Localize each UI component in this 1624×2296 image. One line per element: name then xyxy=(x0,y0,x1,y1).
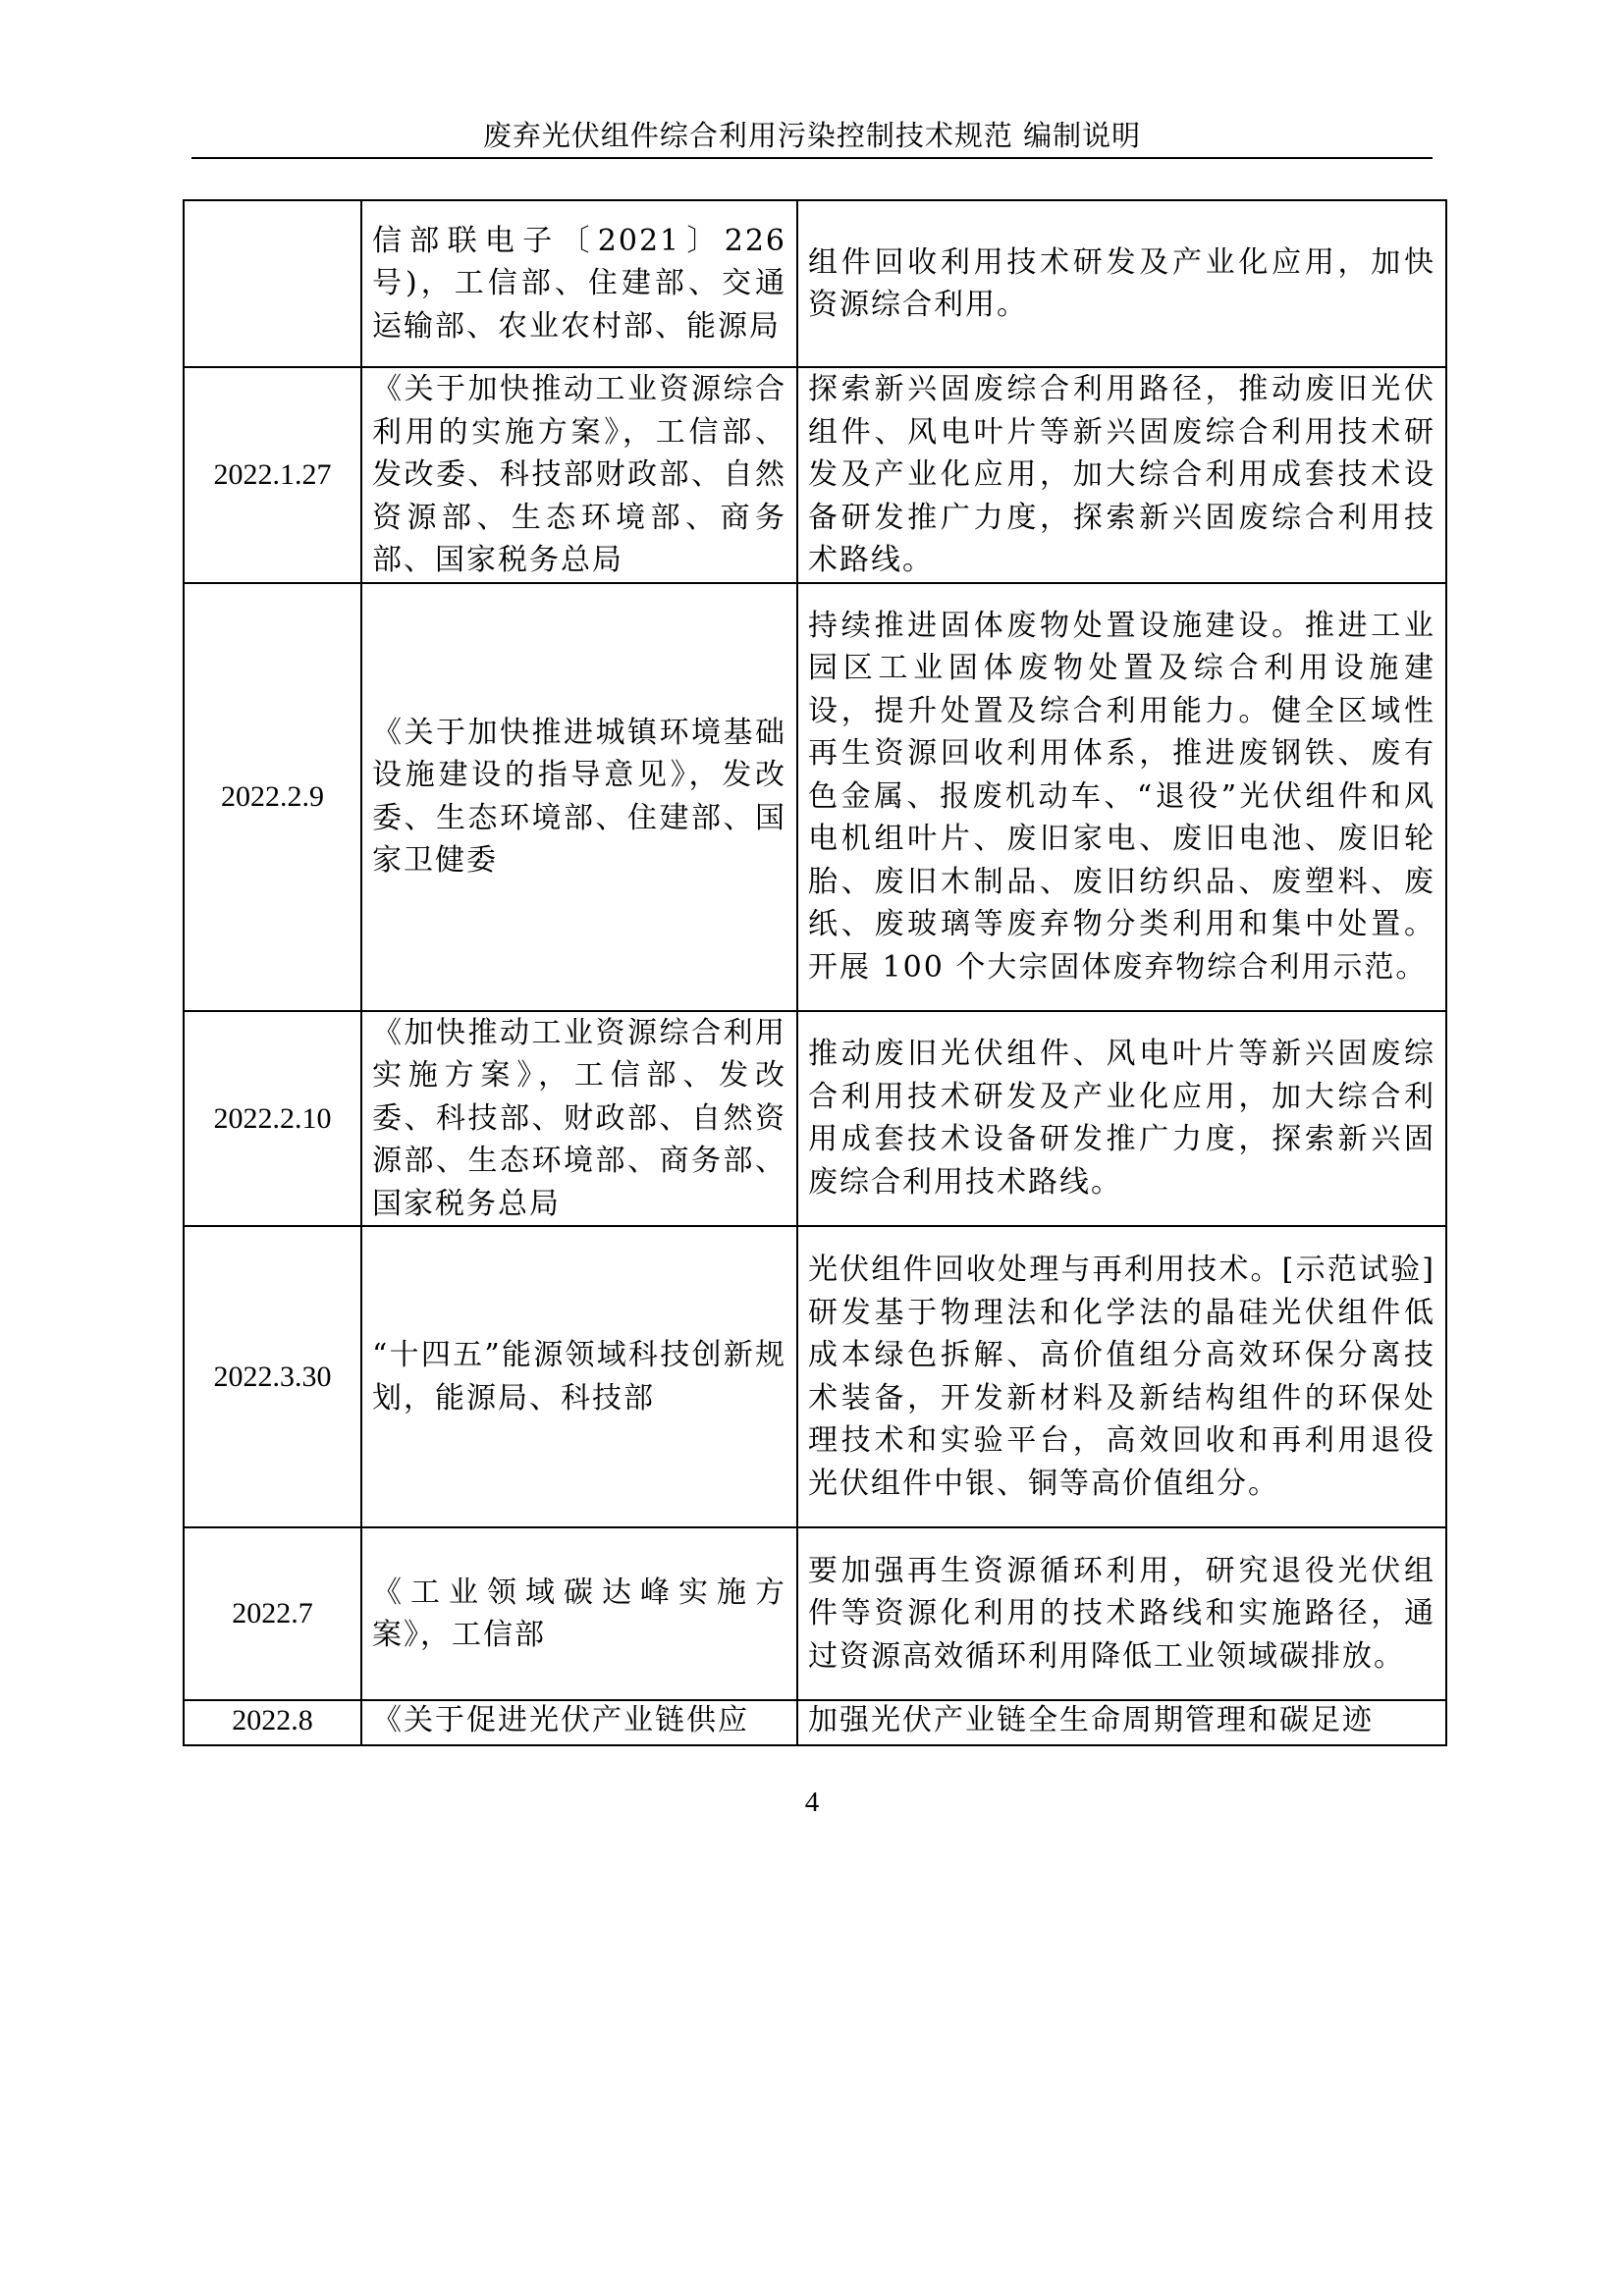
date-cell: 2022.3.30 xyxy=(184,1226,361,1527)
table-row xyxy=(184,1700,1446,1745)
page-number: 4 xyxy=(804,1787,820,1818)
date-cell: 2022.7 xyxy=(184,1527,361,1700)
table-row xyxy=(184,1527,1446,1700)
content-cell: 要加强再生资源循环利用，研究退役光伏组件等资源化利用的技术路线和实施路径，通过资源高效循环利用降低工业领域碳排放。 xyxy=(797,1527,1446,1700)
table-row xyxy=(184,583,1446,1011)
table-row xyxy=(184,1011,1446,1227)
date-cell: 2022.1.27 xyxy=(184,367,361,583)
document-cell: 《关于加快推进城镇环境基础设施建设的指导意见》，发改委、生态环境部、住建部、国家卫健委 xyxy=(361,583,797,1011)
table-row xyxy=(184,1226,1446,1527)
document-cell: 《加快推动工业资源综合利用实施方案》，工信部、发改委、科技部、财政部、自然资源部、生态环境部、商务部、国家税务总局 xyxy=(361,1011,797,1227)
content-cell: 探索新兴固废综合利用路径，推动废旧光伏组件、风电叶片等新兴固废综合利用技术研发及产业化应用，加大综合利用成套技术设备研发推广力度，探索新兴固废综合利用技术路线。 xyxy=(797,367,1446,583)
running-header: 废弃光伏组件综合利用污染控制技术规范 编制说明 xyxy=(482,119,1142,152)
content-cell: 组件回收利用技术研发及产业化应用，加快资源综合利用。 xyxy=(797,200,1446,367)
document-cell: 《工业领域碳达峰实施方案》，工信部 xyxy=(361,1527,797,1700)
policy-table xyxy=(183,199,1447,1746)
date-cell xyxy=(184,200,361,367)
document-cell: 信部联电子〔2021〕226号)，工信部、住建部、交通运输部、农业农村部、能源局 xyxy=(361,200,797,367)
document-cell: 《关于加快推动工业资源综合利用的实施方案》，工信部、发改委、科技部财政部、自然资源部、生态环境部、商务部、国家税务总局 xyxy=(361,367,797,583)
table-row xyxy=(184,367,1446,583)
table-row xyxy=(184,200,1446,367)
date-cell: 2022.2.9 xyxy=(184,583,361,1011)
document-cell: 《关于促进光伏产业链供应 xyxy=(361,1700,797,1745)
content-cell: 推动废旧光伏组件、风电叶片等新兴固废综合利用技术研发及产业化应用，加大综合利用成套技术设备研发推广力度，探索新兴固废综合利用技术路线。 xyxy=(797,1011,1446,1227)
document-cell: “十四五”能源领域科技创新规划，能源局、科技部 xyxy=(361,1226,797,1527)
content-cell: 加强光伏产业链全生命周期管理和碳足迹 xyxy=(797,1700,1446,1745)
date-cell: 2022.8 xyxy=(184,1700,361,1745)
date-cell: 2022.2.10 xyxy=(184,1011,361,1227)
header-divider xyxy=(191,157,1433,159)
content-cell: 持续推进固体废物处置设施建设。推进工业园区工业固体废物处置及综合利用设施建设，提升处置及综合利用能力。健全区域性再生资源回收利用体系，推进废钢铁、废有色金属、报废机动车、“退役”光伏组件和风电机组叶片、废旧家电、废旧电池、废旧轮胎、废旧木制品、废旧纺织品、废塑料、废纸、废玻璃等废弃物分类利用和集中处置。开展 100 个大宗固体废弃物综合利用示范。 xyxy=(797,583,1446,1011)
content-cell: 光伏组件回收处理与再利用技术。[示范试验]研发基于物理法和化学法的晶硅光伏组件低成本绿色拆解、高价值组分高效环保分离技术装备，开发新材料及新结构组件的环保处理技术和实验平台，高效回收和再利用退役光伏组件中银、铜等高价值组分。 xyxy=(797,1226,1446,1527)
